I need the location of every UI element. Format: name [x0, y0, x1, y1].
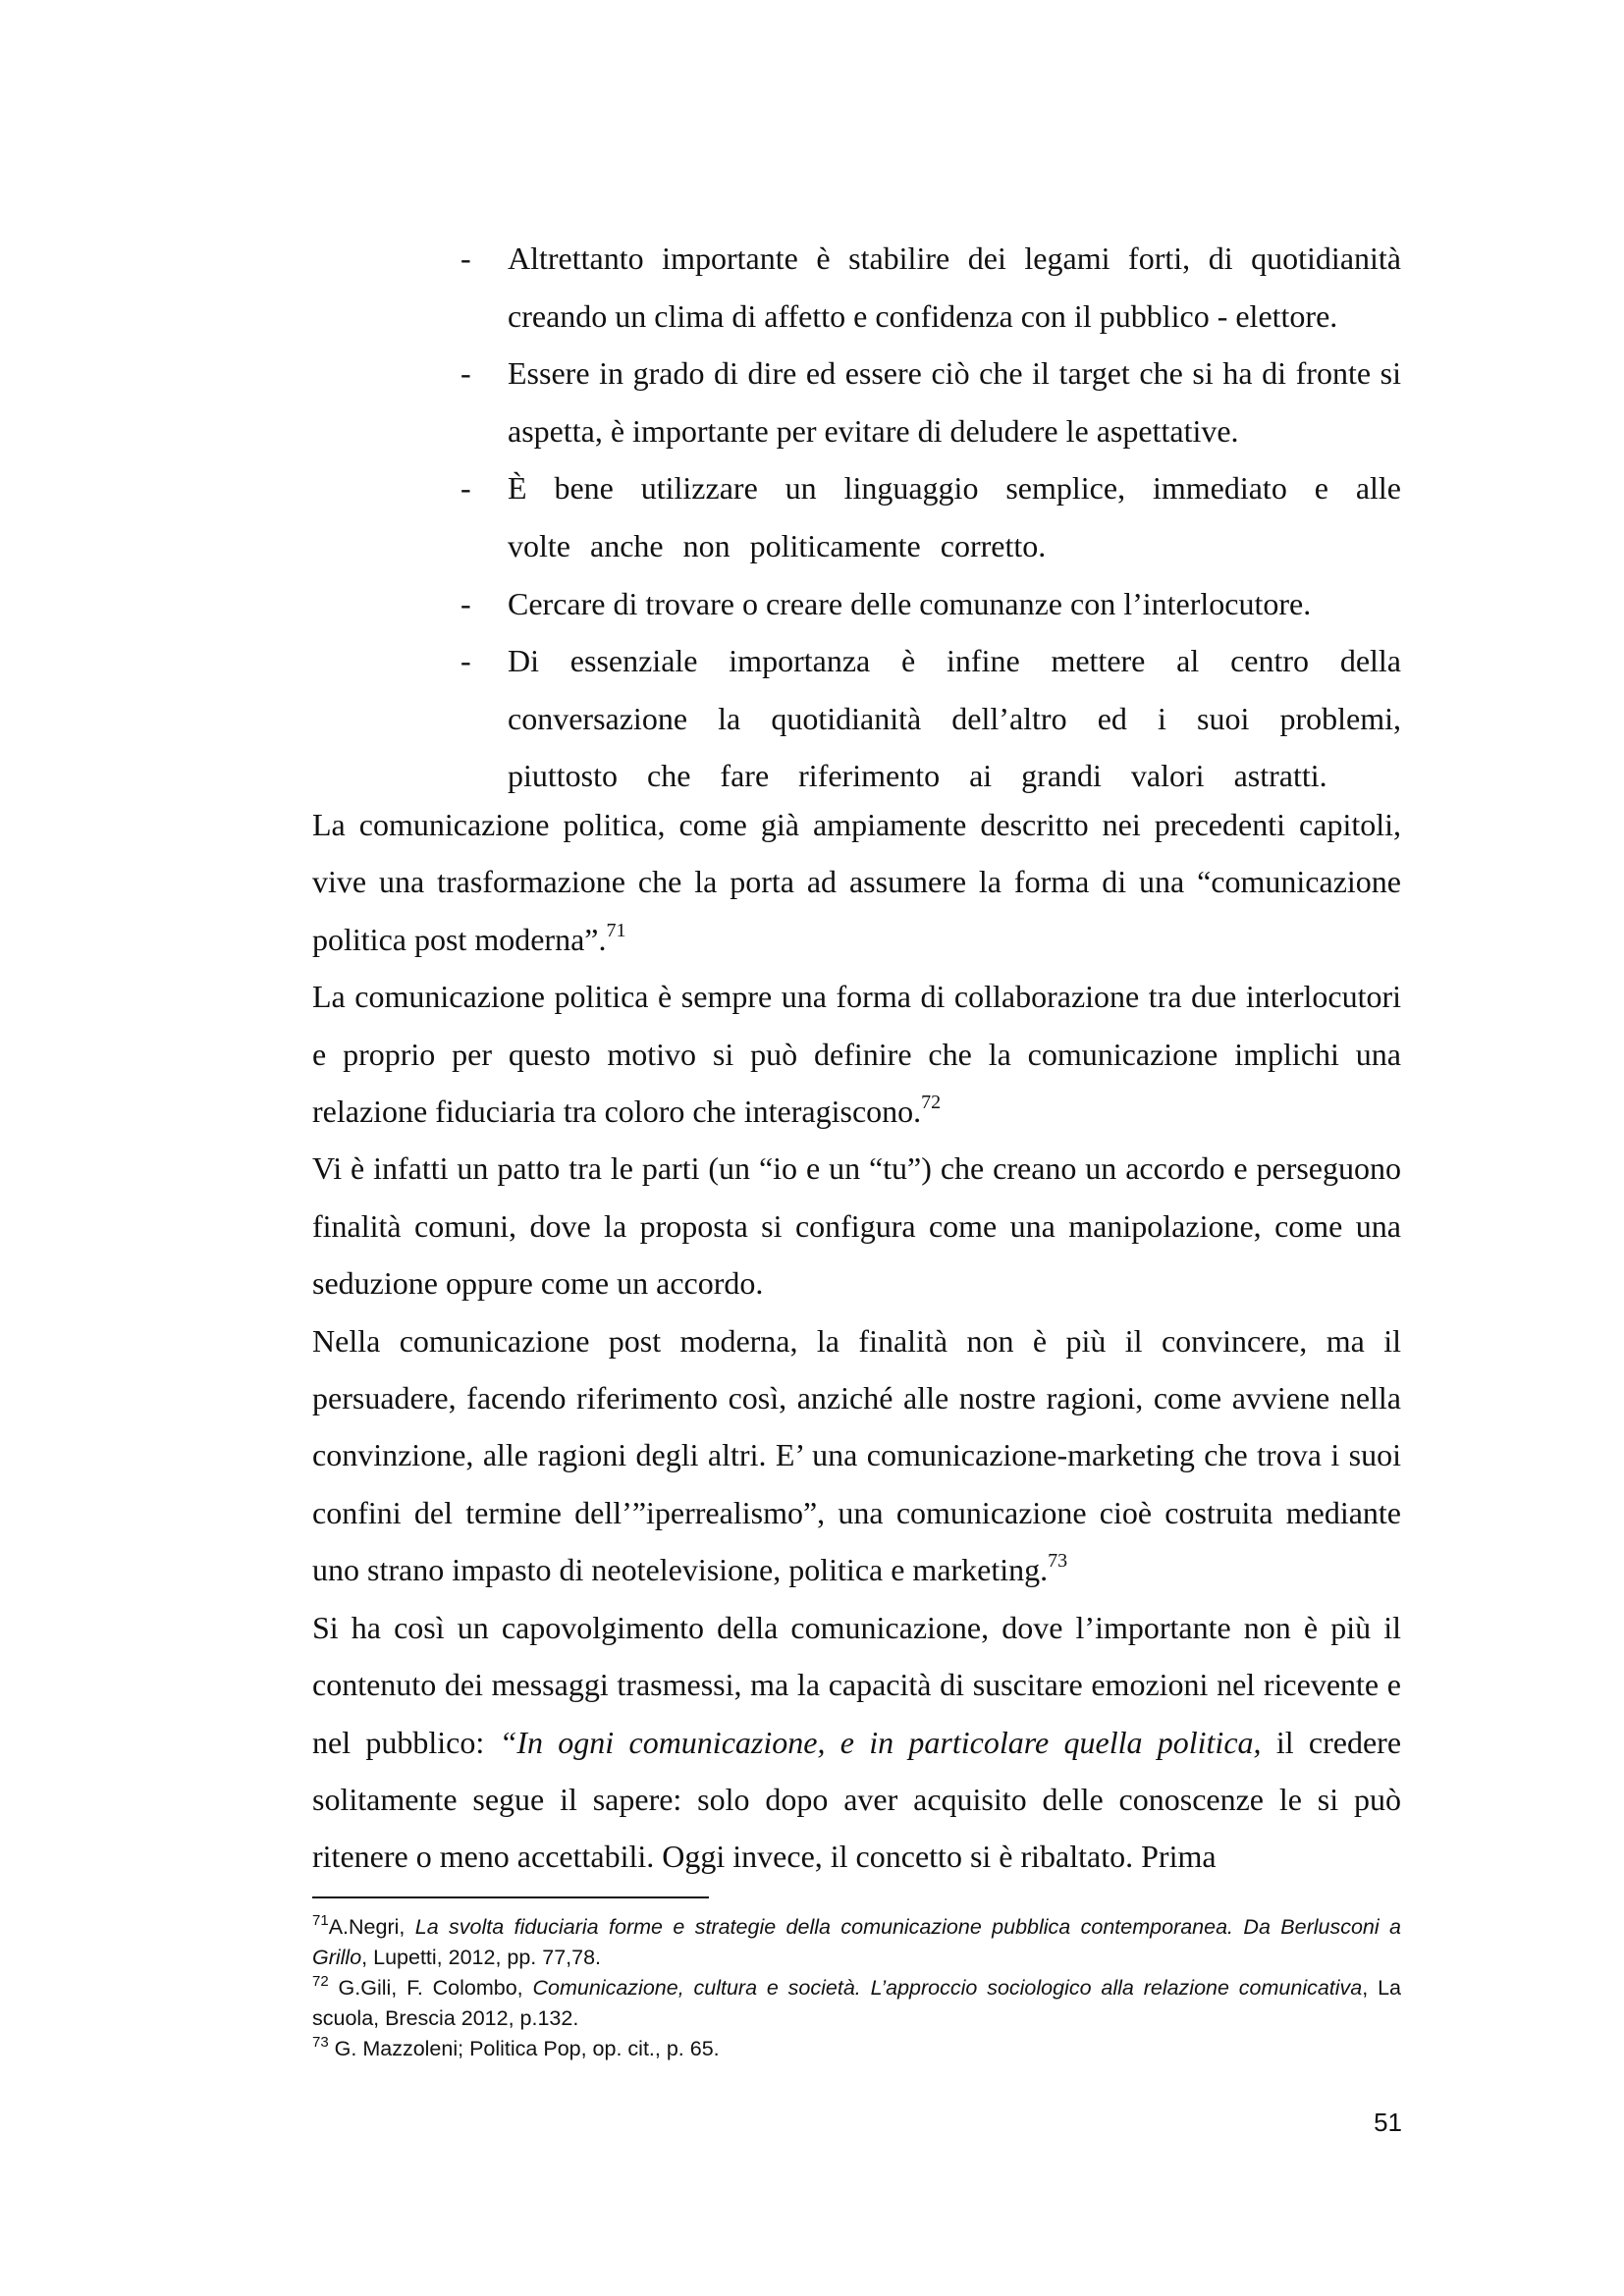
footnote-author: A.Negri, [328, 1915, 415, 1939]
footnotes [312, 1912, 1401, 2064]
footnote-number: 71 [312, 1912, 329, 1929]
paragraph-text: Vi è infatti un patto tra le parti (un “io e un “tu”) che creano un accordo e perseguono finalità comuni, dove la proposta si configura come una manipolazione, come una seduzione oppure come un accordo. [312, 1150, 1401, 1302]
footnote [312, 1973, 1401, 2034]
footnote [312, 1912, 1401, 1973]
bullet-dash: - [460, 585, 471, 621]
footnote-ref: 73 [1048, 1550, 1068, 1573]
footnote-separator [312, 1896, 709, 1898]
paragraph [312, 1312, 1401, 1599]
footnote-details: , La scuola, Brescia 2012, p.132. [312, 1976, 1401, 2030]
bullet-text: Di essenziale importanza è infine mettere al centro della conversazione la quotidianità dell’altro ed i suoi problemi, piuttosto che fare riferimento ai grandi valori astratti. [508, 643, 1401, 794]
paragraph-text: Si ha così un capovolgimento della comunicazione, dove l’importante non è più il contenuto dei messaggi trasmessi, ma la capacità di suscitare emozioni nel ricevente e nel pubblico: [312, 1609, 1401, 1760]
paragraph-text-tail: il credere solitamente segue il sapere: solo dopo aver acquisito delle conoscenze le si può ritenere o meno accettabili. Oggi invece, il concetto si è ribaltato. Prima [312, 1724, 1402, 1875]
bullet-text: Altrettanto importante è stabilire dei legami forti, di quotidianità creando un clima di affetto e confidenza con il pubblico - elettore. [508, 240, 1401, 334]
bullet-item [460, 459, 1401, 574]
paragraph [312, 1140, 1401, 1311]
bullet-item [460, 345, 1401, 459]
footnote-title: La svolta fiduciaria forme e strategie della comunicazione pubblica contemporanea. Da Berlusconi a Grillo [312, 1915, 1402, 1969]
footnote-number: 73 [312, 2034, 329, 2051]
footnote-ref: 71 [606, 919, 626, 941]
footnote [312, 2034, 1401, 2064]
footnote-title: Comunicazione, cultura e società. L’approccio sociologico alla relazione comunicativa [532, 1976, 1363, 2000]
paragraph [312, 968, 1401, 1140]
bullet-dash: - [460, 470, 471, 507]
paragraph-text: La comunicazione politica è sempre una forma di collaborazione tra due interlocutori e proprio per questo motivo si può definire che la comunicazione implichi una relazione fiduciaria tra coloro che interagiscono. [312, 979, 1401, 1130]
bullet-dash: - [460, 240, 471, 276]
footnote-author: G. Mazzoleni; Politica Pop, op. cit., p. 65. [328, 2037, 720, 2060]
bullet-text: Essere in grado di dire ed essere ciò che il target che si ha di fronte si aspetta, è importante per evitare di deludere le aspettative. [508, 355, 1401, 449]
footnote-number: 72 [312, 1973, 329, 1990]
page-number: 51 [1374, 2108, 1402, 2137]
bullet-item [460, 575, 1401, 633]
bullet-item [460, 230, 1401, 345]
paragraph [312, 796, 1401, 968]
bullet-list [460, 230, 1401, 805]
italic-quote: “In ogni comunicazione, e in particolare quella politica, [499, 1724, 1262, 1760]
bullet-text: Cercare di trovare o creare delle comunanze con l’interlocutore. [508, 585, 1312, 621]
footnote-details: , Lupetti, 2012, pp. 77,78. [361, 1946, 602, 1969]
bullet-dash: - [460, 643, 471, 679]
paragraph-text: Nella comunicazione post moderna, la finalità non è più il convincere, ma il persuadere, facendo riferimento così, anziché alle nostre ragioni, come avviene nella convinzione, alle ragioni degli altri. E’ una comunicazione-marketing che trova i suoi confini del termine dell’”iperrealismo”, una comunicazione cioè costruita mediante uno strano impasto di neotelevisione, politica e marketing. [312, 1322, 1401, 1588]
bullet-text: È bene utilizzare un linguaggio semplice, immediato e alle volte anche non politicamente corretto. [508, 470, 1401, 563]
footnote-ref: 72 [921, 1092, 942, 1114]
bullet-dash: - [460, 355, 471, 392]
body-paragraphs [312, 796, 1401, 1886]
bullet-item [460, 632, 1401, 805]
footnote-author: G.Gili, F. Colombo, [328, 1976, 533, 2000]
paragraph-text: La comunicazione politica, come già ampiamente descritto nei precedenti capitoli, vive una trasformazione che la porta ad assumere la forma di una “comunicazione politica post moderna”. [312, 807, 1401, 957]
paragraph [312, 1599, 1401, 1886]
